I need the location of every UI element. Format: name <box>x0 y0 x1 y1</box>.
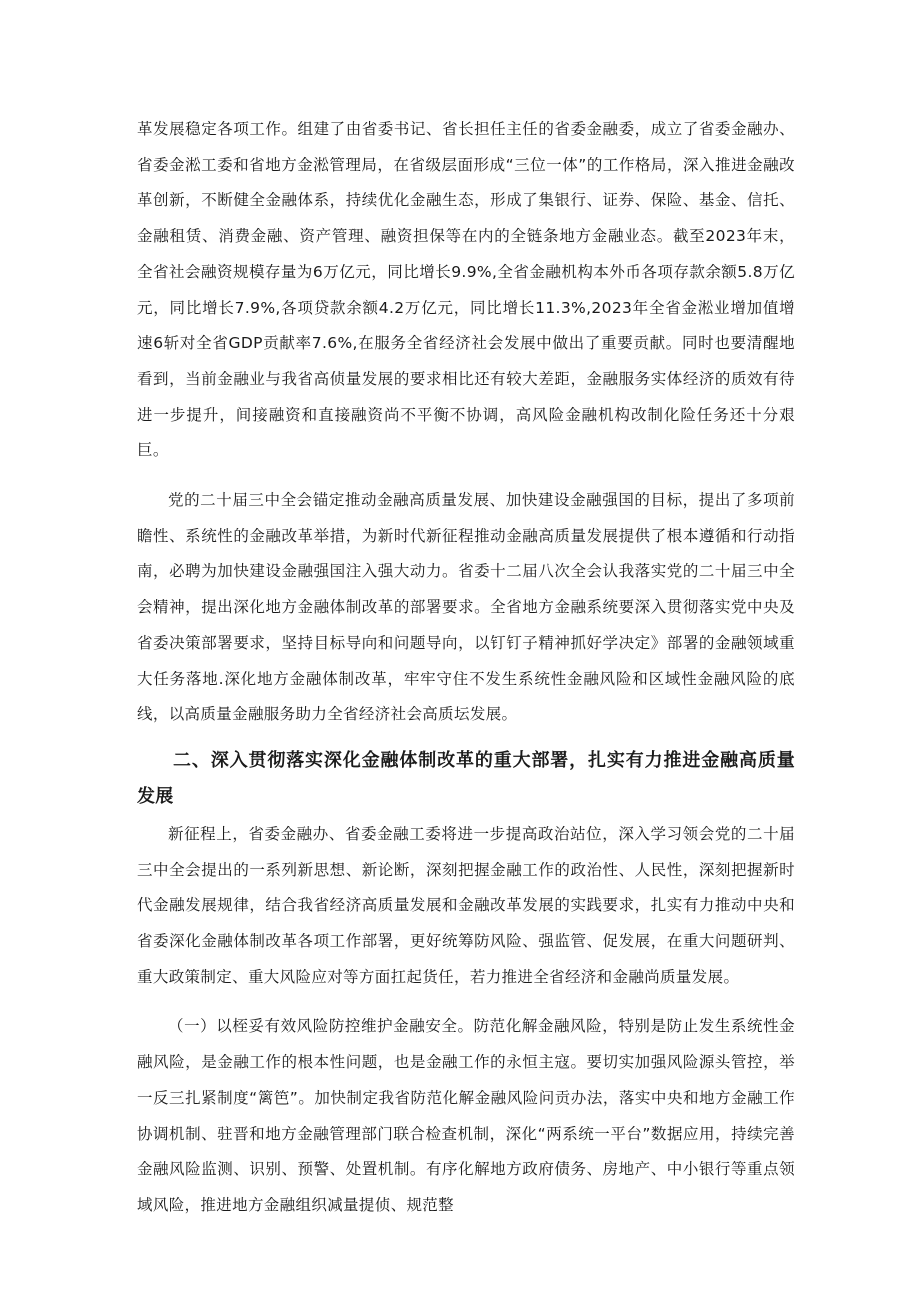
paragraph-2: 党的二十届三中全会锚定推动金融高质量发展、加快建设金融强国的目标，提出了多项前瞻性、系统性的金融改革举措，为新时代新征程推动金融高质量发展提供了根本遵循和行动指南，必聘为加快建设金融强国注入强大动力。省委十二届八次全会认我落实党的二十届三中全会精神，提出深化地方金融体制改革的部署要求。全省地方金融系统要深入贯彻落实党中央及省委决策部署要求，坚持目标导向和问题导向，以钉钉子精神抓好学决定》部署的金融领域重大任务落地.深化地方金融体制改革，牢牢守住不发生系统性金融风险和区域性金融风险的底线，以高质量金融服务助力全省经济社会高质坛发展。 <box>137 491 795 724</box>
paragraph-4: （一）以桎妥有效风险防控维护金融安全。防范化解金融风险，特别是防止发生系统性金融风险，是金融工作的根本性问题，也是金融工作的永恒主寇。要切实加强风险源头管控，举一反三扎紧制度“篱笆”。加快制定我省防范化解金融风险问贡办法，落实中央和地方金融工作协调机制、驻晋和地方金融管理部门联合检查机制，深化“两系统一平台”数据应用，持续完善金融风险监测、识别、预警、处置机制。有序化解地方政府债务、房地产、中小银行等重点领域风险，推进地方金融组织减量提侦、规范整 <box>137 1017 795 1214</box>
section-heading: 二、深入贯彻落实深化金融体制改革的重大部署，扎实有力推进金融高质量发展 <box>137 749 795 807</box>
paragraph-1: 革发展稳定各项工作。组建了由省委书记、省长担任主任的省委金融委，成立了省委金融办、省委金淞工委和省地方金淞管理局，在省级层面形成“三位一体”的工作格局，深入推进金融改革创新，不断健全金融体系，持续优化金融生态，形成了集银行、证券、保险、基金、信托、金融租赁、消费金融、资产管理、融资担保等在内的全链条地方金融业态。截至2023年末，全省社会融资规模存量为6万亿元，同比增长9.9%,全省金融机构本外币各项存款余额5.8万亿元，同比增长7.9%,各项贷款余额4.2万亿元，同比增长11.3%,2023年全省金淞业增加值增速6斩对全省GDP贡献率7.6%,在服务全省经济社会发展中做出了重要贡献。同时也要清醒地看到，当前金融业与我省高侦量发展的要求相比还有较大差距，金融服务实体经济的质效有待进一步提升，间接融资和直接融资尚不平衡不协调，高风险金融机构改制化险任务还十分艰巨。 <box>137 120 795 460</box>
document-body <box>137 112 795 1224</box>
paragraph-3: 新征程上，省委金融办、省委金融工委将进一步提高政治站位，深入学习领会党的二十届三中全会提出的一系列新思想、新论断，深刻把握金融工作的政治性、人民性，深刻把握新时代金融发展规律，结合我省经济高质量发展和金融改革发展的实践要求，扎实有力推动中央和省委深化金融体制改革各项工作部署，更好统筹防风险、强监管、促发展，在重大问题研判、重大政策制定、重大风险应对等方面扛起货任，若力推进全省经济和金融尚质量发展。 <box>137 824 795 986</box>
